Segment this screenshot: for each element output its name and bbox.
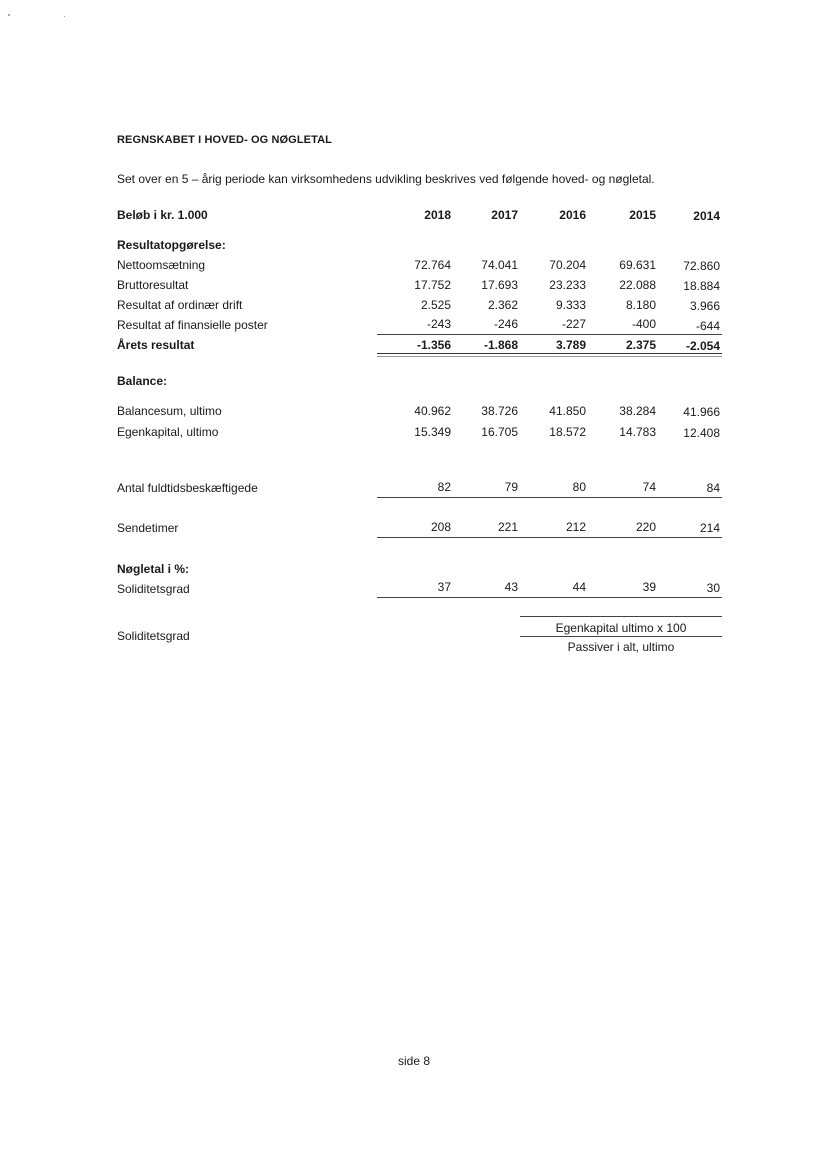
cell: 220 (635, 520, 656, 534)
cell: 80 (572, 480, 586, 494)
cell: 74.041 (481, 258, 518, 272)
cell: 2.362 (487, 298, 518, 312)
cell: -243 (426, 317, 451, 331)
cell: 212 (565, 520, 586, 534)
cell: 72.860 (683, 259, 720, 273)
cell: -1.356 (416, 338, 451, 352)
year-header-2015: 2015 (629, 208, 656, 222)
cell: 15.349 (414, 425, 451, 439)
cell: 74 (642, 480, 656, 494)
broadcast-rule (377, 537, 722, 538)
intro-text: Set over en 5 – årig periode kan virksomhedens udvikling beskrives ved følgende hoved- og nøgletal. (117, 172, 655, 186)
cell: 3.789 (555, 338, 586, 352)
total-rule-double (377, 356, 722, 357)
cell: 41.966 (683, 405, 720, 419)
row-label-net-result: Årets resultat (117, 338, 195, 352)
formula-numerator: Egenkapital ultimo x 100 (555, 621, 687, 635)
formula-top-rule (520, 616, 722, 617)
cell: 14.783 (619, 425, 656, 439)
total-rule (377, 353, 722, 354)
ratios-heading: Nøgletal i %: (117, 562, 190, 576)
page-number: side 8 (397, 1054, 431, 1068)
cell: 70.204 (549, 258, 586, 272)
row-label-operating-result: Resultat af ordinær drift (117, 298, 243, 312)
cell: 16.705 (481, 425, 518, 439)
cell: -400 (631, 317, 656, 331)
income-heading: Resultatopgørelse: (117, 238, 226, 252)
formula-denominator: Passiver i alt, ultimo (567, 640, 675, 654)
cell: 41.850 (549, 404, 586, 418)
cell: 22.088 (619, 278, 656, 292)
balance-heading: Balance: (117, 374, 168, 388)
ratios-rule (377, 597, 722, 598)
employees-rule (377, 497, 722, 498)
cell: 38.726 (481, 404, 518, 418)
cell: 69.631 (619, 258, 656, 272)
cell: 72.764 (414, 258, 451, 272)
year-header-2018: 2018 (424, 208, 451, 222)
cell: 39 (642, 580, 656, 594)
cell: -227 (561, 317, 586, 331)
cell: 82 (437, 480, 451, 494)
cell: 17.693 (481, 278, 518, 292)
cell: 44 (572, 580, 586, 594)
row-label-equity: Egenkapital, ultimo (117, 425, 219, 439)
cell: 3.966 (689, 299, 720, 313)
scan-speck (64, 16, 65, 17)
cell: -246 (493, 317, 518, 331)
subtotal-rule (377, 334, 722, 335)
cell: 18.572 (549, 425, 586, 439)
cell: -1.868 (483, 338, 518, 352)
cell: 43 (504, 580, 518, 594)
cell: 221 (497, 520, 518, 534)
formula-fraction-bar (520, 636, 722, 637)
year-header-2016: 2016 (559, 208, 586, 222)
cell: 9.333 (555, 298, 586, 312)
row-label-revenue: Nettoomsætning (117, 258, 206, 272)
cell: -644 (695, 319, 720, 333)
row-label-financial-items: Resultat af finansielle poster (117, 318, 268, 332)
row-label-gross-profit: Bruttoresultat (117, 278, 189, 292)
cell: 30 (706, 581, 720, 595)
cell: 40.962 (414, 404, 451, 418)
cell: 37 (437, 580, 451, 594)
scan-speck (8, 14, 10, 16)
cell: 84 (706, 481, 720, 495)
formula-label: Soliditetsgrad (117, 629, 190, 643)
row-label-solvency: Soliditetsgrad (117, 582, 190, 596)
amount-label: Beløb i kr. 1.000 (117, 208, 208, 222)
year-header-2014: 2014 (693, 209, 720, 223)
row-label-balance-total: Balancesum, ultimo (117, 404, 222, 418)
cell: 17.752 (414, 278, 451, 292)
cell: 38.284 (619, 404, 656, 418)
cell: 79 (504, 480, 518, 494)
cell: 2.375 (625, 338, 656, 352)
year-header-2017: 2017 (491, 208, 518, 222)
row-label-broadcast-hours: Sendetimer (117, 521, 179, 535)
cell: 18.884 (683, 279, 720, 293)
cell: 23.233 (549, 278, 586, 292)
cell: 2.525 (420, 298, 451, 312)
cell: -2.054 (685, 339, 720, 353)
cell: 8.180 (625, 298, 656, 312)
cell: 208 (430, 520, 451, 534)
row-label-employees: Antal fuldtidsbeskæftigede (117, 481, 258, 495)
cell: 214 (699, 521, 720, 535)
cell: 12.408 (683, 426, 720, 440)
page-title: REGNSKABET I HOVED- OG NØGLETAL (117, 134, 332, 146)
